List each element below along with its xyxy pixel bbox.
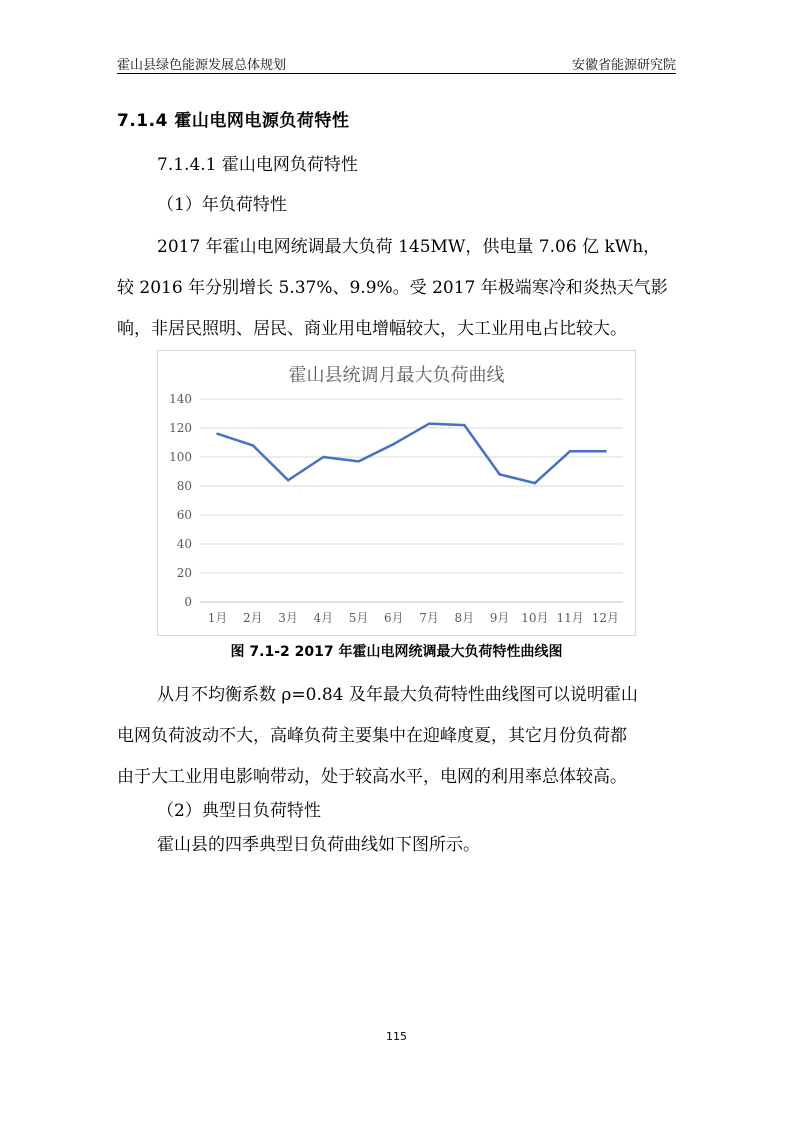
x-tick-label: 1月 [207, 611, 228, 625]
data-point [463, 424, 466, 427]
subsection-heading: 7.1.4.1 霍山电网负荷特性 [157, 155, 358, 175]
item1-heading: （1）年负荷特性 [157, 195, 287, 215]
data-point [216, 433, 219, 436]
y-tick-label: 140 [169, 392, 192, 406]
header-right: 安徽省能源研究院 [571, 58, 676, 73]
figure-caption: 图 7.1-2 2017 年霍山电网统调最大负荷特性曲线图 [230, 644, 563, 660]
x-tick-label: 12月 [591, 611, 620, 625]
x-tick-label: 9月 [489, 611, 510, 625]
y-tick-label: 0 [184, 595, 192, 609]
x-tick-label: 7月 [419, 611, 439, 625]
y-tick-label: 60 [176, 508, 192, 522]
series-line [218, 424, 606, 483]
data-point [534, 482, 537, 485]
data-point [322, 456, 325, 459]
y-tick-label: 40 [176, 537, 192, 551]
paragraph1-line2: 较 2016 年分别增长 5.37%、9.9%。受 2017 年极端寒冷和炎热天气影 [117, 278, 668, 298]
x-tick-label: 2月 [243, 611, 263, 625]
paragraph1-line3: 响，非居民照明、居民、商业用电增幅较大，大工业用电占比较大。 [117, 319, 627, 339]
data-point [393, 443, 396, 446]
x-tick-label: 10月 [521, 611, 549, 625]
data-point [252, 444, 255, 447]
x-tick-label: 6月 [384, 611, 404, 625]
paragraph2-line1: 从月不均衡系数 ρ=0.84 及年最大负荷特性曲线图可以说明霍山 [157, 685, 638, 705]
data-point [498, 473, 501, 476]
y-tick-label: 100 [169, 450, 192, 464]
data-point [428, 422, 431, 425]
y-tick-label: 80 [176, 479, 192, 493]
data-point [604, 450, 607, 453]
section-heading: 7.1.4 霍山电网电源负荷特性 [117, 111, 350, 131]
line-chart [158, 351, 635, 635]
x-tick-label: 8月 [454, 611, 475, 625]
chart-container [157, 350, 636, 636]
y-tick-label: 120 [169, 421, 192, 435]
page-number: 115 [386, 1030, 407, 1043]
data-point [569, 450, 572, 453]
header-left: 霍山县绿色能源发展总体规划 [117, 58, 287, 73]
chart-title: 霍山县统调月最大负荷曲线 [288, 365, 505, 386]
data-point [357, 460, 360, 463]
x-tick-label: 4月 [313, 611, 334, 625]
paragraph2-line2: 电网负荷波动不大，高峰负荷主要集中在迎峰度夏，其它月份负荷都 [117, 726, 627, 746]
header-divider [117, 73, 676, 74]
y-tick-label: 20 [176, 566, 192, 580]
x-tick-label: 11月 [556, 611, 584, 625]
x-tick-label: 3月 [278, 611, 298, 625]
item2-heading: （2）典型日负荷特性 [157, 801, 321, 821]
paragraph3: 霍山县的四季典型日负荷曲线如下图所示。 [157, 835, 480, 855]
paragraph2-line3: 由于大工业用电影响带动，处于较高水平，电网的利用率总体较高。 [117, 767, 627, 787]
paragraph1-line1: 2017 年霍山电网统调最大负荷 145MW，供电量 7.06 亿 kWh， [157, 237, 661, 257]
data-point [287, 479, 290, 482]
x-tick-label: 5月 [348, 611, 369, 625]
